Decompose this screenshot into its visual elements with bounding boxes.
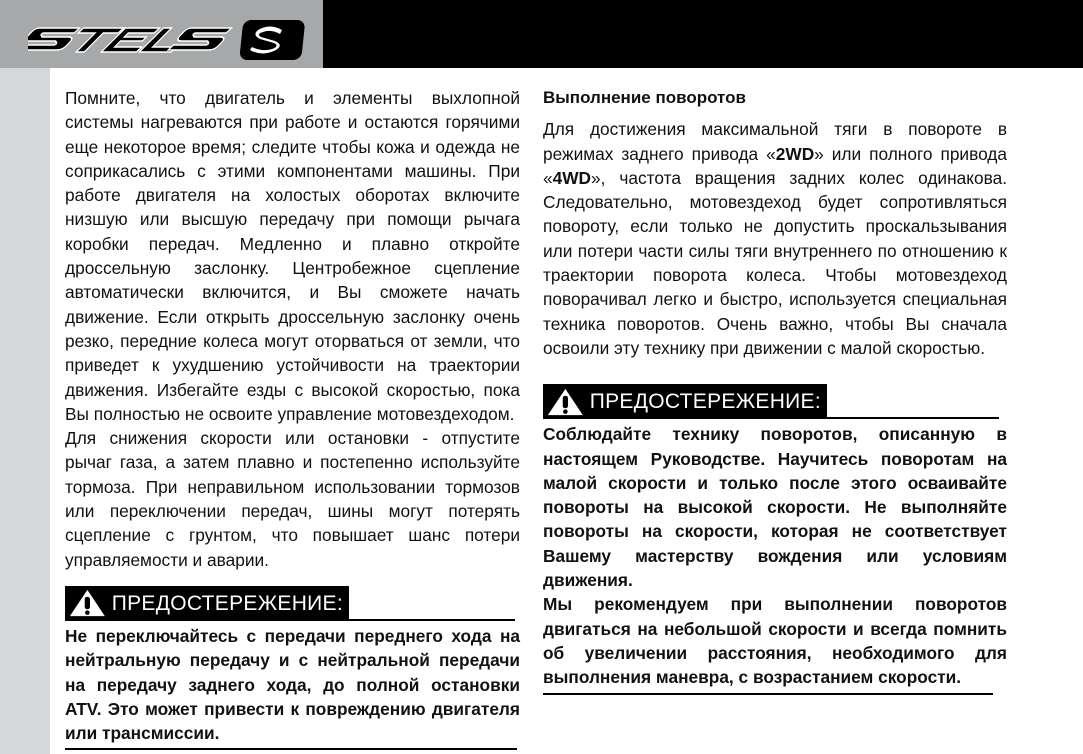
warning-label: ПРЕДОСТЕРЕЖЕНИЕ: [111, 591, 343, 615]
left-warning-banner [65, 586, 520, 624]
warning-rule [817, 417, 999, 419]
right-warning-banner [543, 384, 1007, 422]
left-column [65, 86, 520, 750]
paragraph-text: » или полного привода « [543, 143, 1007, 188]
right-warning-text-block [543, 422, 1007, 689]
right-warning-bottom-rule [543, 693, 993, 695]
warning-label: ПРЕДОСТЕРЕЖЕНИЕ: [589, 390, 821, 414]
warning-triangle-icon [547, 386, 584, 418]
left-paragraph-1: Помните, что двигатель и элементы выхлопной системы нагреваются при работе и остаются горячими еще некоторое время; следите чтобы кожа и одежда не соприкасались с этими компонентами машины. При работе двигателя на холостых оборотах включите низшую или высшую передачу при помощи рычага коробки передач. Медленно и плавно откройте дроссельную заслонку. Центробежное сцепление автоматически включится, и Вы сможете начать движение. Если открыть дроссельную заслонку очень резко, передние колеса могут оторваться от земли, что приведет к ухудшению устойчивости на траектории движения. Избегайте езды с высокой скоростью, пока Вы полностью не освоите управление мотовездеходом. [65, 88, 520, 424]
section-heading: Выполнение поворотов [543, 88, 746, 107]
left-paragraph-2: Для снижения скорости или остановки - отпустите рычаг газа, а затем плавно и постепенно используйте тормоза. При неправильном использовании тормозов или переключении передач, шины могут потерять сцепление с грунтом, что повышает шанс потери управляемости и аварии. [65, 428, 520, 570]
mode-2wd: 2WD [775, 143, 815, 164]
right-column [543, 86, 1007, 695]
paragraph-text: », частота вращения задних колес одинакова. Следовательно, мотовездеход будет сопротивляться повороту, если только не допустить проскальзывания или потери части силы тяги внутреннего по отношению к траектории поворота колеса. Чтобы мотовездеход поворачивал легко и быстро, используется специальная техника поворотов. Очень важно, чтобы Вы сначала освоили эту технику при движении с малой скоростью. [543, 167, 1007, 358]
right-warning-text-2: Мы рекомендуем при выполнении поворотов двигаться на небольшой скорости и всегда помнить об увеличении расстояния, необходимого для выполнения маневра, с возрастанием скорости. [543, 594, 1007, 688]
warning-rule [339, 619, 515, 621]
right-paragraph-1 [543, 117, 1007, 360]
mode-4wd: 4WD [552, 167, 592, 188]
left-warning-text-block [65, 624, 520, 745]
warning-triangle-icon [69, 587, 106, 619]
left-warning-text: Не переключайтесь с передачи переднего хода на нейтральную передачу и с нейтральной передачи на передачу заднего хода, до полной остановки ATV. Это может привести к повреждению двигателя или трансмиссии. [65, 625, 520, 744]
page-margin-sidebar [0, 68, 50, 754]
paragraph-text: Для достижения максимальной тяги в повороте в режимах заднего привода « [543, 119, 1007, 164]
header-black-band [323, 0, 1083, 68]
left-warning-bottom-rule [65, 748, 517, 750]
right-warning-text-1: Соблюдайте технику поворотов, описанную в настоящем Руководстве. Научитесь поворотам на малой скорости и только после этого осваивайте повороты на высокой скорости. Не выполняйте повороты на скорости, которая не соответствует Вашему мастерству вождения или условиям движения. [543, 424, 1007, 591]
stels-logo-icon [28, 14, 308, 60]
